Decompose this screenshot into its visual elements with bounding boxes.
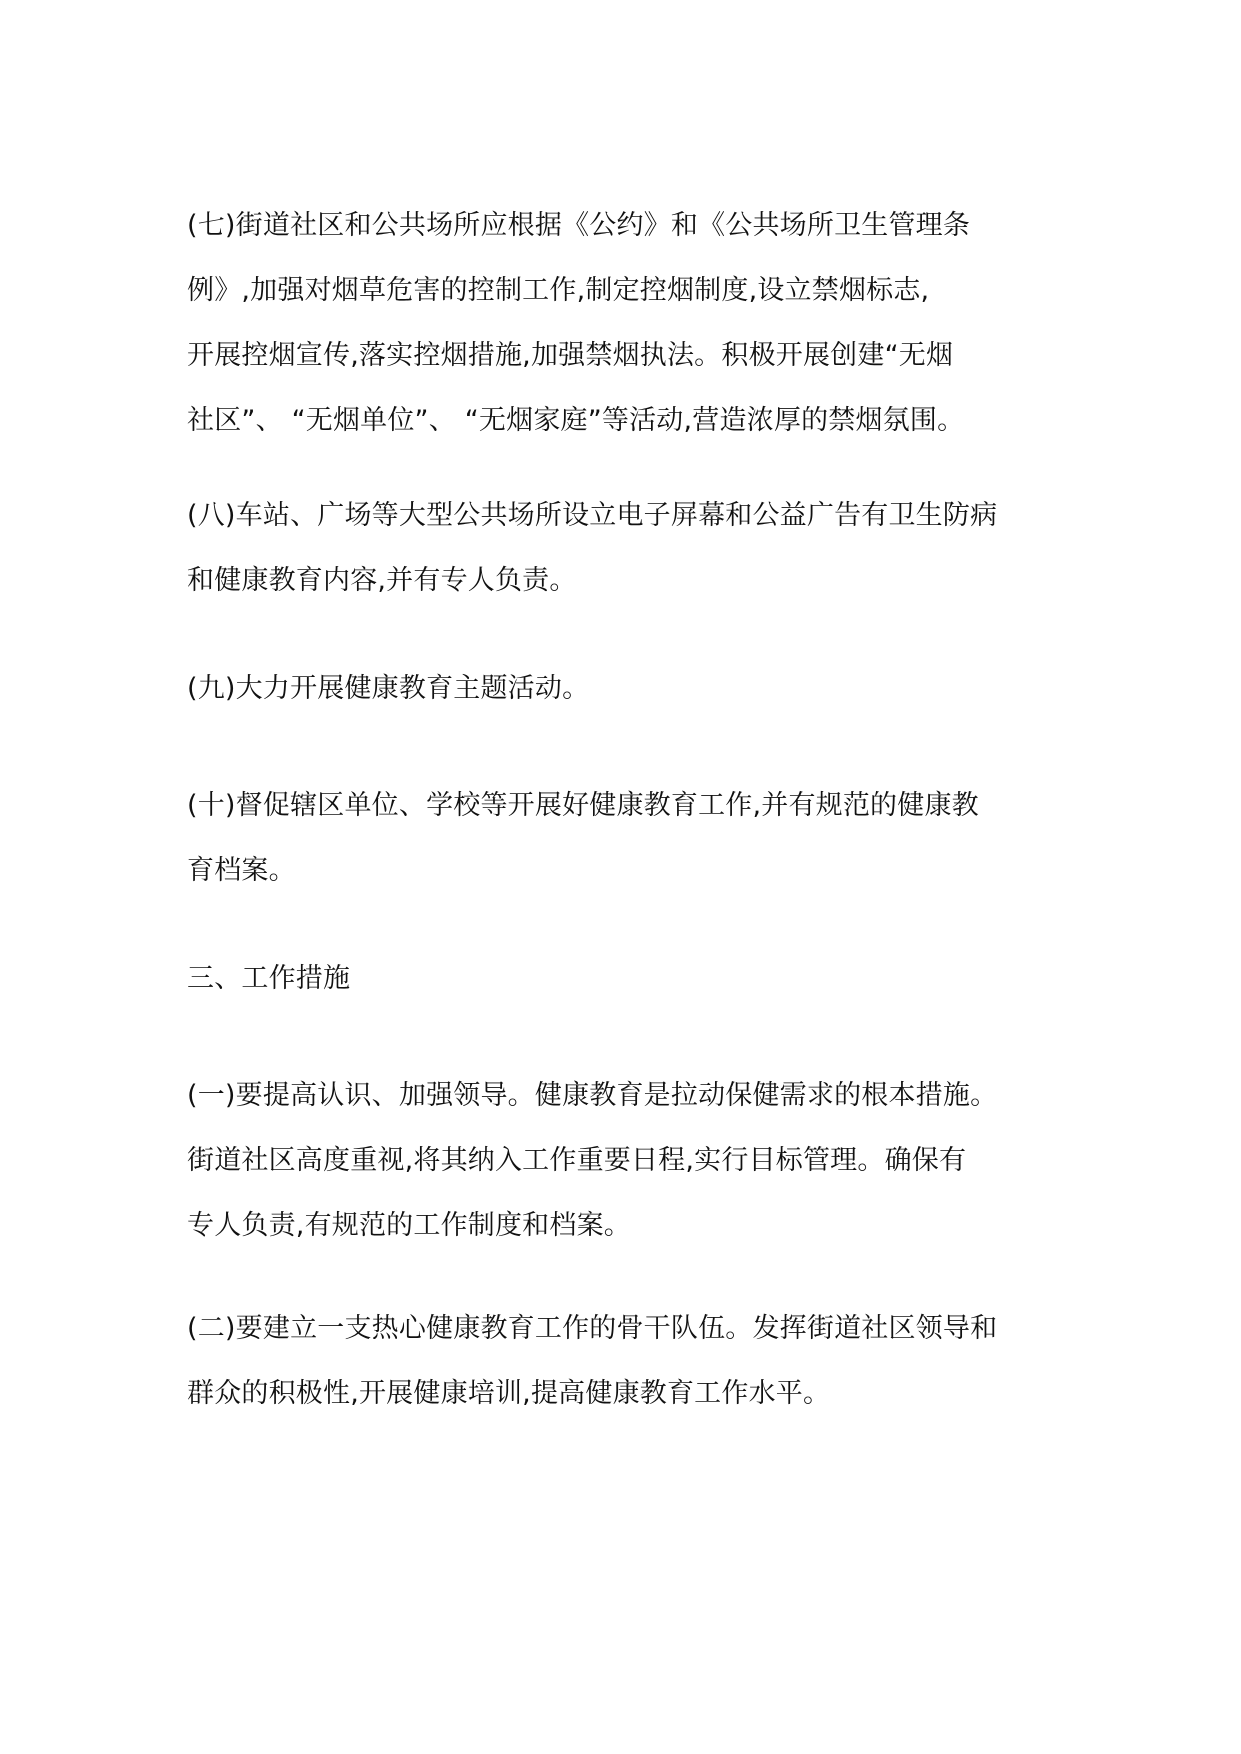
paragraph-er: [187, 1296, 1067, 1426]
paragraph-line: (二)要建立一支热心健康教育工作的骨干队伍。发挥街道社区领导和: [187, 1313, 998, 1344]
paragraph-line: (九)大力开展健康教育主题活动。: [187, 673, 590, 704]
paragraph-line: 专人负责,有规范的工作制度和档案。: [187, 1210, 631, 1241]
paragraph-line: 育档案。: [187, 855, 296, 886]
paragraph-ba: [187, 483, 1067, 613]
paragraph-line: 群众的积极性,开展健康培训,提高健康教育工作水平。: [187, 1378, 831, 1409]
paragraph-line: 开展控烟宣传,落实控烟措施,加强禁烟执法。积极开展创建“无烟: [187, 340, 954, 371]
paragraph-line: 例》,加强对烟草危害的控制工作,制定控烟制度,设立禁烟标志,: [187, 275, 930, 306]
paragraph-line: 街道社区高度重视,将其纳入工作重要日程,实行目标管理。确保有: [187, 1145, 967, 1176]
paragraph-line: (十)督促辖区单位、学校等开展好健康教育工作,并有规范的健康教: [187, 790, 979, 821]
paragraph-line: 和健康教育内容,并有专人负责。: [187, 565, 577, 596]
paragraph-line: 社区”、 “无烟单位”、 “无烟家庭”等活动,营造浓厚的禁烟氛围。: [187, 405, 965, 436]
section-heading-text: 三、工作措施: [187, 963, 351, 994]
paragraph-shi: [187, 773, 1067, 903]
paragraph-qi: [187, 193, 1067, 453]
paragraph-jiu: [187, 656, 1067, 721]
paragraph-line: (七)街道社区和公共场所应根据《公约》和《公共场所卫生管理条: [187, 210, 971, 241]
paragraph-yi: [187, 1063, 1067, 1258]
paragraph-line: (八)车站、广场等大型公共场所设立电子屏幕和公益广告有卫生防病: [187, 500, 998, 531]
section-heading: [187, 946, 1067, 1011]
paragraph-line: (一)要提高认识、加强领导。健康教育是拉动保健需求的根本措施。: [187, 1080, 998, 1111]
